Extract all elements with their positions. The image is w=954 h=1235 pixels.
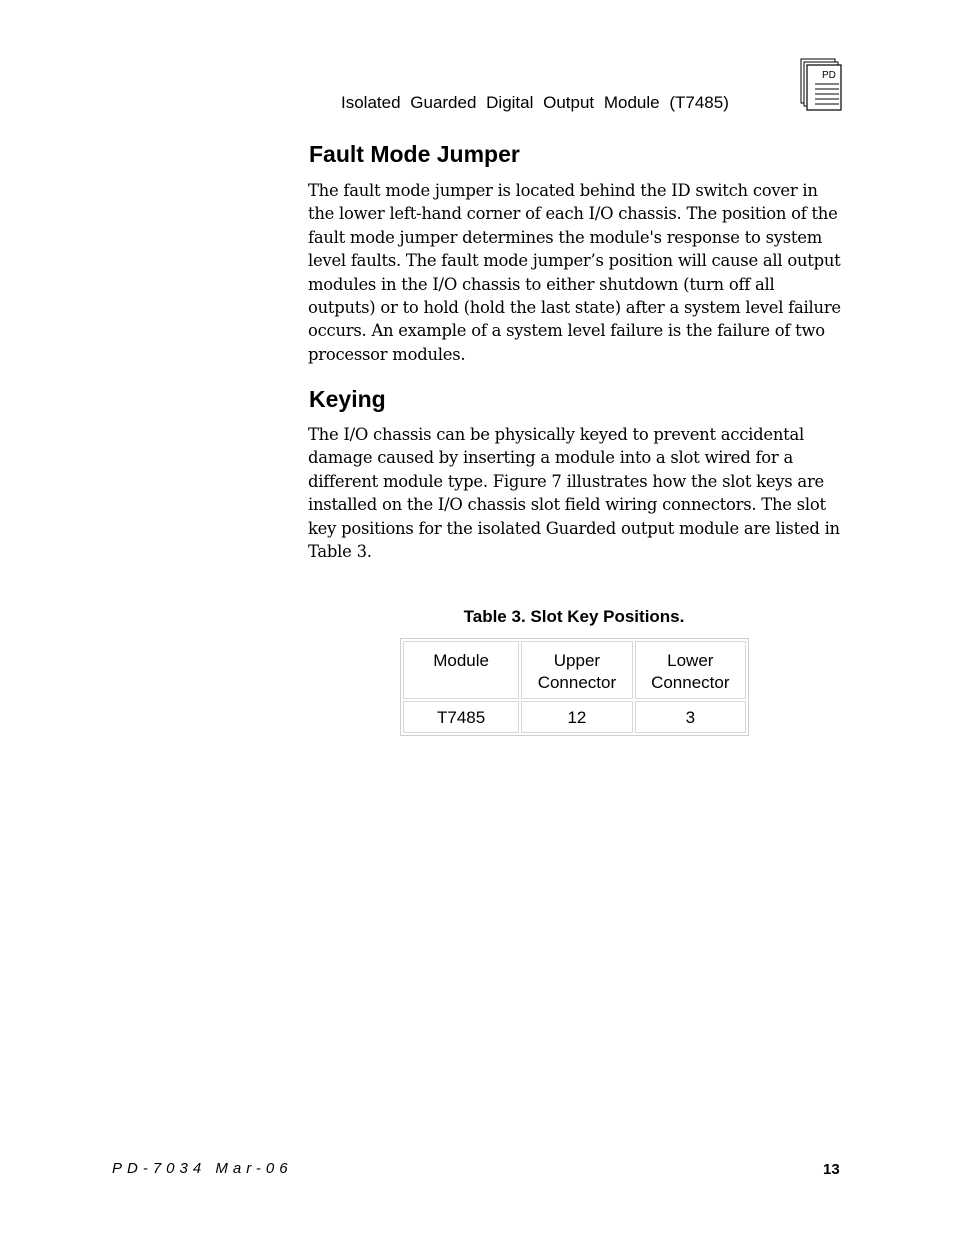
- running-header-title: Isolated Guarded Digital Output Module (T7485): [341, 93, 729, 112]
- cell-lower-connector: 3: [635, 701, 746, 733]
- footer-page-number: 13: [823, 1161, 840, 1178]
- column-header-upper-connector: Upper Connector: [521, 641, 632, 699]
- table-caption: Table 3. Slot Key Positions.: [463, 607, 685, 626]
- table-row: [403, 701, 746, 733]
- section-heading-fault-mode-jumper: Fault Mode Jumper: [309, 141, 520, 167]
- cell-module: T7485: [403, 701, 519, 733]
- pd-document-icon: [800, 58, 842, 112]
- column-header-lower-connector: Lower Connector: [635, 641, 746, 699]
- section-heading-keying: Keying: [309, 386, 386, 412]
- cell-upper-connector: 12: [521, 701, 632, 733]
- section-body-keying: The I/O chassis can be physically keyed to prevent accidental damage caused by inserting a module into a slot wired for a different module type. Figure 7 illustrates how the slot keys are installed on the I/O chassis slot field wiring connectors. The slot key positions for the isolated Guarded output module are listed in Table 3.: [308, 425, 840, 562]
- column-header-module: Module: [403, 641, 519, 699]
- footer-document-id: PD-7034 Mar-06: [112, 1160, 293, 1177]
- slot-key-table: [400, 638, 749, 736]
- section-body-fault-mode-jumper: The fault mode jumper is located behind the ID switch cover in the lower left-hand corner of each I/O chassis. The position of the fault mode jumper determines the module's response to system level faults. The fault mode jumper’s position will cause all output modules in the I/O chassis to either shutdown (turn off all outputs) or to hold (hold the last state) after a system level failure occurs. An example of a system level failure is the failure of two processor modules.: [308, 181, 841, 364]
- table-header-row: [403, 641, 746, 699]
- pd-logo-text: PD: [822, 70, 836, 81]
